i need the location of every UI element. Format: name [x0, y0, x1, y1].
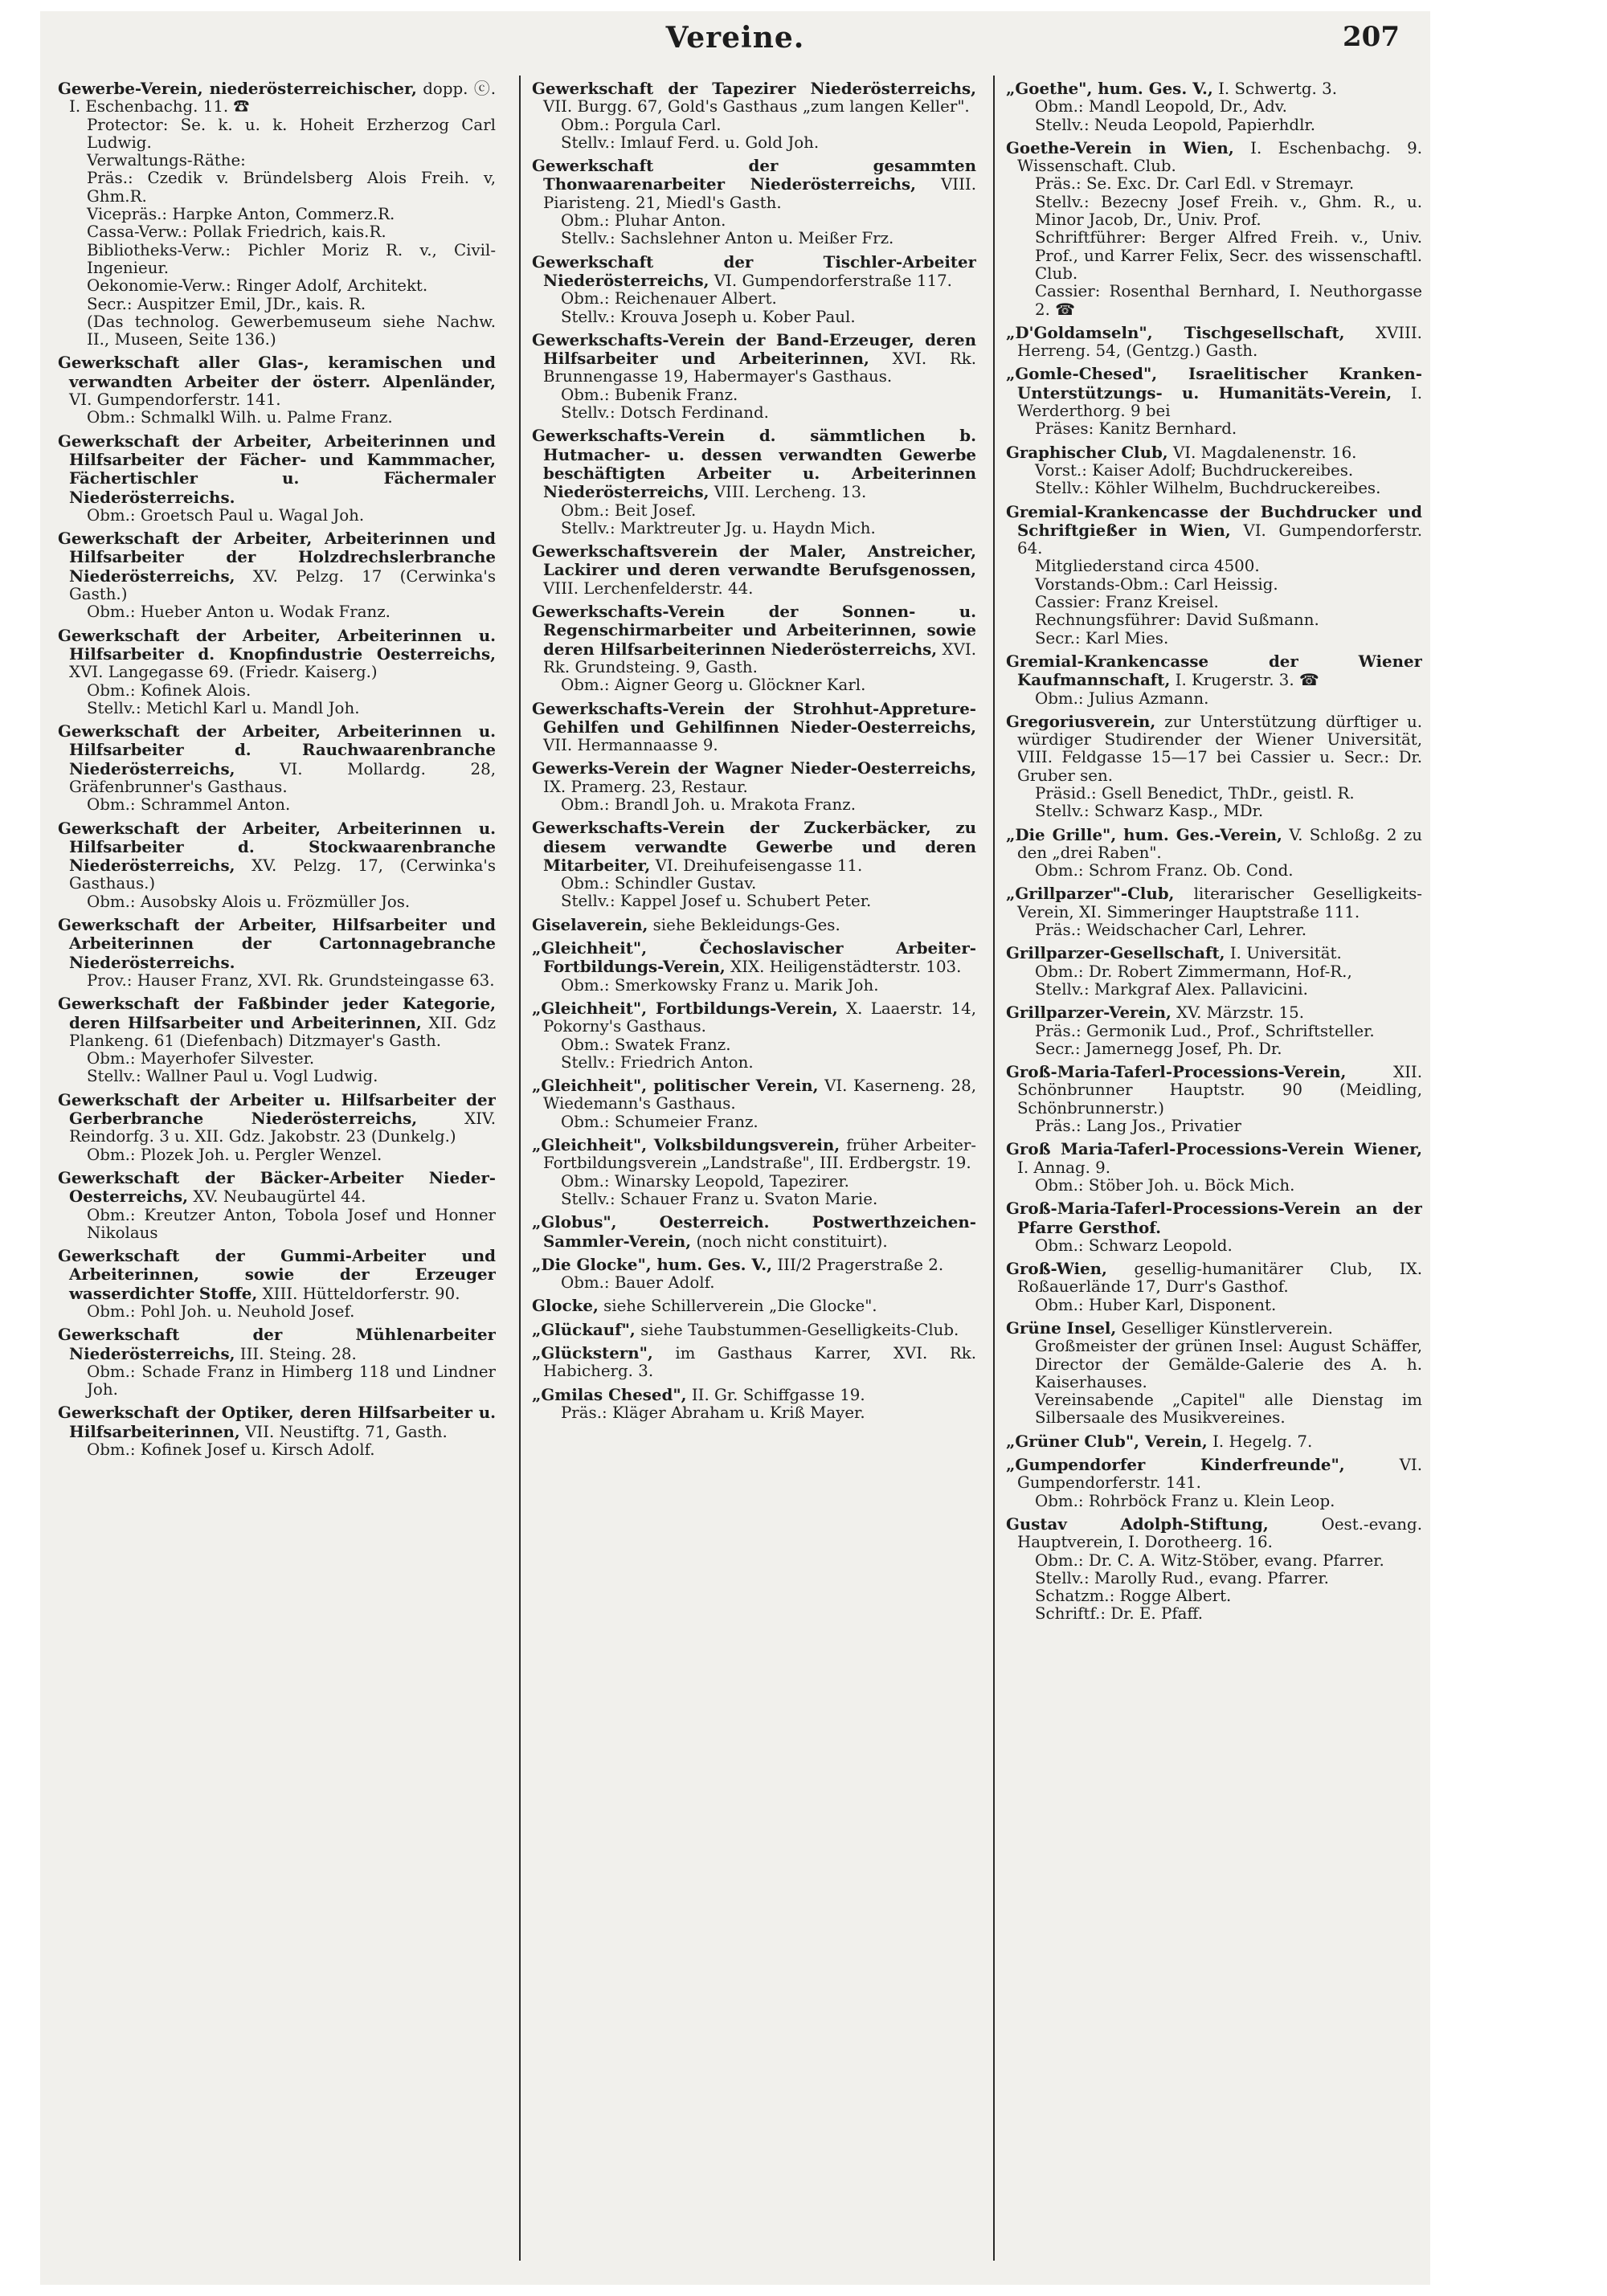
entry-address: VII. Neustiftg. 71, Gasth. — [245, 1422, 448, 1441]
entry-heading: Gewerkschaft der Arbeiter, Arbeiterinnen und Hilfsarbeiter der Holzdrechslerbranche Niederösterreichs, — [58, 529, 496, 586]
directory-entry — [1006, 1063, 1422, 1135]
entry-address: III/2 Pragerstraße 2. — [777, 1255, 944, 1274]
entry-officer-line: Obm.: Schmalkl Wilh. u. Palme Franz. — [87, 408, 393, 427]
entry-heading: „Die Grille", hum. Ges.-Verein, — [1006, 824, 1282, 844]
entry-heading: Gewerkschaft der Arbeiter, Arbeiterinnen u. Hilfsarbeiter d. Knopfindustrie Oesterreichs, — [58, 625, 496, 664]
entry-address: I. Schwertg. 3. — [1218, 80, 1337, 98]
directory-entry — [1006, 365, 1422, 438]
entry-officer-line: Stellv.: Krouva Joseph u. Kober Paul. — [561, 307, 856, 326]
directory-entry — [1006, 324, 1422, 361]
entry-officer-line: Obm.: Rohrböck Franz u. Klein Leop. — [1035, 1491, 1335, 1510]
entry-officer-line: Obm.: Schrom Franz. Ob. Cond. — [1035, 861, 1294, 880]
entry-address: siehe Schillerverein „Die Glocke". — [603, 1297, 877, 1316]
entry-heading: „Grüner Club", Verein, — [1006, 1431, 1208, 1451]
entry-officer-line: Stellv.: Schwarz Kasp., MDr. — [1035, 802, 1264, 821]
entry-address: VIII. Lercheng. 13. — [714, 483, 867, 502]
directory-entry — [58, 1403, 496, 1459]
entry-officer-line: Rechnungsführer: David Sußmann. — [1035, 611, 1319, 630]
entry-officer-line: Oekonomie-Verw.: Ringer Adolf, Architekt. — [87, 276, 428, 296]
entry-officer-line: Obm.: Schindler Gustav. — [561, 874, 757, 893]
entry-address: IX. Pramerg. 23, Restaur. — [543, 777, 748, 796]
entry-address: VIII. Piaristeng. 21, Miedl's Gasth. — [543, 175, 976, 212]
entry-officer-line: Cassier: Rosenthal Bernhard, I. Neuthorgasse 2. ☎ — [1035, 282, 1422, 319]
entry-address: I. Universität. — [1229, 944, 1342, 963]
entry-heading: Grüne Insel, — [1006, 1318, 1117, 1338]
entry-officer-line: Stellv.: Metichl Karl u. Mandl Joh. — [87, 698, 360, 717]
entry-address: XV. Märzstr. 15. — [1176, 1003, 1304, 1023]
entry-officer-line: Obm.: Schumeier Franz. — [561, 1112, 759, 1131]
entry-heading: Gewerkschaft der gesammten Thonwaarenarbeiter Niederösterreichs, — [532, 156, 976, 194]
entry-officer-line: Obm.: Pluhar Anton. — [561, 211, 726, 231]
entry-officer-line: Obm.: Reichenauer Albert. — [561, 289, 777, 308]
entry-officer-line: Stellv.: Bezecny Josef Freih. v., Ghm. R., u. Minor Jacob, Dr., Univ. Prof. — [1035, 192, 1422, 230]
entry-officer-line: Secr.: Auspitzer Emil, JDr., kais. R. — [87, 294, 366, 313]
directory-entry — [1006, 884, 1422, 939]
entry-address: XII. Schönbrunner Hauptstr. 90 (Meidling, Schönbrunnerstr.) — [1017, 1063, 1422, 1117]
entry-address: XVI. Rk. Brunnengasse 19, Habermayer's Gasthaus. — [543, 349, 976, 386]
directory-entry — [532, 253, 976, 326]
entry-officer-line: Stellv.: Schauer Franz u. Svaton Marie. — [561, 1189, 878, 1208]
directory-entry — [1006, 652, 1422, 708]
entry-officer-line: Präs.: Lang Jos., Privatier — [1035, 1117, 1241, 1136]
entry-officer-line: Obm.: Kofinek Josef u. Kirsch Adolf. — [87, 1440, 375, 1460]
entry-address: VI. Mollardg. 28, Gräfenbrunner's Gasthaus. — [69, 759, 496, 796]
entry-officer-line: Secr.: Karl Mies. — [1035, 628, 1169, 648]
entry-address: VII. Hermannaasse 9. — [543, 736, 718, 755]
entry-officer-line: Mitgliederstand circa 4500. — [1035, 557, 1260, 576]
entry-heading: „Globus", Oesterreich. Postwerthzeichen-Sammler-Verein, — [532, 1212, 976, 1251]
entry-address: VI. Gumpendorferstr. 141. — [1017, 1456, 1422, 1493]
entry-officer-line: Vicepräs.: Harpke Anton, Commerz.R. — [87, 205, 395, 224]
entry-address: XIV. Reindorfg. 3 u. XII. Gdz. Jakobstr. 23 (Dunkelg.) — [69, 1109, 496, 1146]
directory-entry — [58, 432, 496, 525]
directory-entry — [532, 1256, 976, 1293]
entry-heading: „Gleichheit", politischer Verein, — [532, 1076, 819, 1096]
entry-address: zur Unterstützung dürftiger u. würdiger Studirender der Wiener Universität, VIII. Feldgasse 15—17 bei Cassier u. Secr.: Dr. Gruber sen. — [1017, 712, 1422, 785]
directory-entry — [1006, 1432, 1422, 1451]
entry-address: I. Hegelg. 7. — [1212, 1432, 1313, 1451]
entry-heading: Gremial-Krankencasse der Buchdrucker und Schriftgießer in Wien, — [1006, 501, 1422, 540]
entry-heading: „Gmilas Chesed", — [532, 1384, 687, 1404]
entry-heading: „Goethe", hum. Ges. V., — [1006, 80, 1213, 98]
entry-officer-line: Obm.: Pohl Joh. u. Neuhold Josef. — [87, 1302, 355, 1321]
entry-officer-line: Stellv.: Marolly Rud., evang. Pfarrer. — [1035, 1568, 1329, 1587]
page-header — [40, 21, 1430, 61]
directory-entry — [58, 353, 496, 427]
column-left — [58, 80, 496, 2265]
entry-officer-line: Schriftf.: Dr. E. Pfaff. — [1035, 1604, 1204, 1624]
directory-entry — [1006, 1515, 1422, 1624]
entry-address: VI. Dreihufeisengasse 11. — [655, 856, 863, 875]
entry-officer-line: Stellv.: Imlauf Ferd. u. Gold Joh. — [561, 133, 820, 152]
entry-heading: Gewerkschaft der Arbeiter u. Hilfsarbeiter der Gerberbranche Niederösterreichs, — [58, 1089, 496, 1129]
entry-address: XV. Pelzg. 17, (Cerwinka's Gasthaus.) — [69, 856, 496, 893]
entry-officer-line: Schriftführer: Berger Alfred Freih. v., Univ. Prof., und Karrer Felix, Secr. des wissenschaftl. Club. — [1035, 228, 1422, 283]
entry-heading: Grillparzer-Verein, — [1006, 1003, 1172, 1023]
column-divider — [993, 76, 995, 2261]
entry-officer-line: Cassier: Franz Kreisel. — [1035, 593, 1219, 612]
directory-entry — [532, 1077, 976, 1131]
entry-officer-line: Secr.: Jamernegg Josef, Ph. Dr. — [1035, 1039, 1282, 1058]
entry-address: XII. Gdz Plankeng. 61 (Diefenbach) Ditzmayer's Gasth. — [69, 1013, 496, 1050]
entry-heading: Gewerkschaft der Tapezirer Niederösterreichs, — [532, 80, 976, 98]
entry-address: I. Werderthorg. 9 bei — [1017, 383, 1422, 421]
entry-heading: Gewerkschaft der Mühlenarbeiter Niederösterreichs, — [58, 1325, 496, 1363]
directory-entry — [532, 542, 976, 598]
column-right — [1006, 80, 1422, 2265]
entry-officer-line: Stellv.: Neuda Leopold, Papierhdlr. — [1035, 115, 1315, 134]
directory-entry — [532, 999, 976, 1072]
entry-heading: Glocke, — [532, 1296, 599, 1316]
entry-heading: Gewerkschaft der Arbeiter, Arbeiterinnen u. Hilfsarbeiter d. Rauchwaarenbranche Niederösterreichs, — [58, 721, 496, 778]
directory-entry — [532, 80, 976, 152]
entry-officer-line: Stellv.: Marktreuter Jg. u. Haydn Mich. — [561, 518, 876, 537]
entry-heading: „Gleichheit", Fortbildungs-Verein, — [532, 998, 838, 1018]
directory-entry — [532, 759, 976, 814]
entry-address: Oest.-evang. Hauptverein, I. Dorotheerg. 16. — [1017, 1514, 1422, 1552]
entry-officer-line: Obm.: Mayerhofer Silvester. — [87, 1049, 315, 1068]
entry-heading: Gewerkschaft der Tischler-Arbeiter Niederösterreichs, — [532, 251, 976, 290]
entry-officer-line: Obm.: Ausobsky Alois u. Frözmüller Jos. — [87, 892, 411, 911]
directory-entry — [1006, 1456, 1422, 1510]
entry-address: VI. Magdalenenstr. 16. — [1172, 443, 1357, 462]
entry-heading: „Glückauf", — [532, 1319, 636, 1339]
directory-entry — [532, 819, 976, 910]
directory-entry — [1006, 1199, 1422, 1255]
entry-heading: „Grillparzer"-Club, — [1006, 884, 1175, 904]
entry-heading: Gewerkschaft der Optiker, deren Hilfsarbeiter u. Hilfsarbeiterinnen, — [58, 1403, 496, 1441]
entry-address: XIX. Heiligenstädterstr. 103. — [730, 958, 962, 977]
directory-entry — [532, 916, 976, 934]
entry-officer-line: Obm.: Swatek Franz. — [561, 1035, 731, 1054]
directory-entry — [58, 1091, 496, 1164]
entry-heading: Gewerkschafts-Verein der Strohhut-Appreture-Gehilfen und Gehilfinnen Nieder-Oesterreichs, — [532, 698, 976, 737]
directory-entry — [532, 157, 976, 247]
entry-address: im Gasthaus Karrer, XVI. Rk. Habicherg. 3. — [543, 1344, 976, 1381]
entry-officer-line: Bibliotheks-Verw.: Pichler Moriz R. v., Civil-Ingenieur. — [87, 240, 496, 277]
entry-officer-line: Verwaltungs-Räthe: — [87, 151, 246, 170]
entry-officer-line: Obm.: Porgula Carl. — [561, 115, 722, 134]
page-number: 207 — [1343, 21, 1400, 53]
entry-heading: Gewerkschaft der Arbeiter, Arbeiterinnen und Hilfsarbeiter der Fächer- und Kammmacher, Fächertischler u. Fächermaler Niederösterreichs. — [58, 431, 496, 507]
entry-heading: Gewerkschaft der Bäcker-Arbeiter Nieder-Oesterreichs, — [58, 1167, 496, 1207]
directory-entry — [58, 1247, 496, 1321]
entry-address: VI. Kaserneng. 28, Wiedemann's Gasthaus. — [543, 1077, 976, 1113]
entry-heading: Gewerkschaft der Gummi-Arbeiter und Arbeiterinnen, sowie der Erzeuger wasserdichter Stoffe, — [58, 1246, 496, 1303]
directory-entry — [58, 1169, 496, 1242]
entry-heading: Groß-Maria-Taferl-Processions-Verein, — [1006, 1062, 1347, 1082]
directory-entry — [532, 1297, 976, 1315]
entry-address: literarischer Geselligkeits-Verein, XI. Simmeringer Hauptstraße 111. — [1017, 884, 1422, 921]
entry-address: Geselliger Künstlerverein. — [1121, 1319, 1333, 1338]
entry-heading: Groß-Wien, — [1006, 1259, 1107, 1279]
entry-heading: Gewerkschafts-Verein der Band-Erzeuger, deren Hilfsarbeiter und Arbeiterinnen, — [532, 329, 976, 369]
entry-heading: Gewerkschafts-Verein der Zuckerbäcker, zu diesem verwandte Gewerbe und deren Mitarbeiter, — [532, 818, 976, 875]
directory-entry — [1006, 1260, 1422, 1314]
entry-heading: „Die Glocke", hum. Ges. V., — [532, 1254, 773, 1274]
directory-entry — [532, 1386, 976, 1423]
directory-entry — [1006, 1003, 1422, 1058]
entry-officer-line: Vorstands-Obm.: Carl Heissig. — [1035, 574, 1278, 594]
entry-officer-line: Stellv.: Kappel Josef u. Schubert Peter. — [561, 892, 872, 911]
entry-address: XVIII. Herreng. 54, (Gentzg.) Gasth. — [1017, 323, 1422, 361]
entry-heading: „Gleichheit", Čechoslavischer Arbeiter-Fortbildungs-Verein, — [532, 938, 976, 977]
entry-heading: Gregoriusverein, — [1006, 711, 1156, 731]
entry-officer-line: Obm.: Huber Karl, Disponent. — [1035, 1295, 1277, 1314]
entry-heading: „D'Goldamseln", Tischgesellschaft, — [1006, 322, 1345, 342]
directory-entry — [58, 80, 496, 349]
entry-officer-line: Obm.: Brandl Joh. u. Mrakota Franz. — [561, 795, 857, 814]
entry-address: früher Arbeiter-Fortbildungsverein „Landstraße", III. Erdbergstr. 19. — [543, 1136, 976, 1173]
directory-entry — [532, 1344, 976, 1381]
directory-entry — [1006, 826, 1422, 880]
entry-officer-line: Obm.: Smerkowsky Franz u. Marik Joh. — [561, 975, 879, 995]
directory-entry — [1006, 944, 1422, 999]
directory-entry — [58, 995, 496, 1085]
entry-officer-line: Präses: Kanitz Bernhard. — [1035, 419, 1237, 439]
entry-heading: Gustav Adolph-Stiftung, — [1006, 1514, 1269, 1534]
entry-address: XVI. Langegasse 69. (Friedr. Kaiserg.) — [69, 663, 378, 682]
entry-officer-line: Präs.: Kläger Abraham u. Kriß Mayer. — [561, 1403, 865, 1422]
entry-officer-line: Stellv.: Markgraf Alex. Pallavicini. — [1035, 979, 1308, 999]
entry-address: gesellig-humanitärer Club, IX. Roßauerlände 17, Durr's Gasthof. — [1017, 1260, 1422, 1297]
entry-heading: Gewerkschaft der Arbeiter, Hilfsarbeiter und Arbeiterinnen der Cartonnagebranche Niederösterreichs. — [58, 915, 496, 972]
entry-heading: Gewerkschaftsverein der Maler, Anstreicher, Lackirer und deren verwandte Berufsgenossen, — [532, 541, 976, 580]
directory-entry — [532, 1321, 976, 1339]
directory-entry — [1006, 80, 1422, 134]
entry-heading: Groß-Maria-Taferl-Processions-Verein an der Pfarre Gersthof. — [1006, 1199, 1422, 1237]
entry-officer-line: Stellv.: Wallner Paul u. Vogl Ludwig. — [87, 1067, 378, 1086]
entry-heading: Goethe-Verein in Wien, — [1006, 137, 1234, 157]
directory-entry — [532, 331, 976, 422]
directory-entry — [1006, 713, 1422, 821]
entry-heading: Grillparzer-Gesellschaft, — [1006, 943, 1225, 963]
entry-officer-line: Präs.: Se. Exc. Dr. Carl Edl. v Stremayr. — [1035, 174, 1355, 194]
entry-officer-line: Obm.: Julius Azmann. — [1035, 688, 1209, 708]
entry-heading: Gremial-Krankencasse der Wiener Kaufmannschaft, — [1006, 651, 1422, 690]
entry-address: I. Eschenbachg. 9. Wissenschaft. Club. — [1017, 138, 1422, 176]
directory-entry — [1006, 443, 1422, 498]
directory-entry — [58, 819, 496, 911]
entry-officer-line: Protector: Se. k. u. k. Hoheit Erzherzog Carl Ludwig. — [87, 115, 496, 152]
entry-officer-line: Stellv.: Dotsch Ferdinand. — [561, 403, 769, 423]
entry-heading: „Glückstern", — [532, 1343, 653, 1362]
entry-address: XV. Pelzg. 17 (Cerwinka's Gasth.) — [69, 566, 496, 604]
entry-officer-line: Vorst.: Kaiser Adolf; Buchdruckereibes. — [1035, 460, 1354, 480]
entry-officer-line: Obm.: Kreutzer Anton, Tobola Josef und Honner Nikolaus — [87, 1205, 496, 1242]
directory-entry — [532, 700, 976, 755]
directory-entry — [1006, 1319, 1422, 1428]
entry-address: VI. Gumpendorferstr. 64. — [1017, 521, 1422, 558]
entry-heading: Graphischer Club, — [1006, 442, 1168, 462]
entry-officer-line: Schatzm.: Rogge Albert. — [1035, 1587, 1232, 1606]
entry-officer-line: Obm.: Dr. C. A. Witz-Stöber, evang. Pfarrer. — [1035, 1550, 1384, 1570]
entry-address: dopp. ⓒ. I. Eschenbachg. 11. ☎ — [69, 80, 496, 116]
entry-address: VIII. Lerchenfelderstr. 44. — [543, 578, 754, 598]
entry-officer-line: Stellv.: Köhler Wilhelm, Buchdruckereibes. — [1035, 479, 1381, 498]
entry-address: VI. Gumpendorferstraße 117. — [714, 271, 952, 290]
entry-heading: Groß Maria-Taferl-Processions-Verein Wiener, — [1006, 1139, 1422, 1159]
entry-officer-line: Obm.: Winarsky Leopold, Tapezirer. — [561, 1171, 849, 1191]
entry-officer-line: Obm.: Aigner Georg u. Glöckner Karl. — [561, 676, 866, 695]
entry-officer-line: Obm.: Bubenik Franz. — [561, 385, 738, 404]
entry-officer-line: Obm.: Schrammel Anton. — [87, 795, 291, 815]
page-sheet — [40, 11, 1430, 2285]
entry-officer-line: Obm.: Stöber Joh. u. Böck Mich. — [1035, 1175, 1295, 1195]
directory-entry — [1006, 503, 1422, 648]
entry-heading: Gewerbe-Verein, niederösterreichischer, — [58, 80, 417, 98]
directory-entry — [532, 603, 976, 694]
entry-address: II. Gr. Schiffgasse 19. — [691, 1385, 865, 1404]
column-divider — [519, 76, 521, 2261]
entry-heading: Gewerks-Verein der Wagner Nieder-Oesterreichs, — [532, 758, 976, 778]
entry-address: XV. Neubaugürtel 44. — [193, 1187, 366, 1207]
directory-entry — [532, 427, 976, 537]
entry-address: X. Laaerstr. 14, Pokorny's Gasthaus. — [543, 999, 976, 1036]
entry-heading: Gewerkschaft der Faßbinder jeder Kategorie, deren Hilfsarbeiter und Arbeiterinnen, — [58, 994, 496, 1032]
entry-address: (noch nicht constituirt). — [696, 1232, 888, 1251]
entry-address: I. Annag. 9. — [1017, 1158, 1111, 1177]
entry-address: I. Krugerstr. 3. ☎ — [1175, 671, 1319, 690]
entry-officer-line: Obm.: Groetsch Paul u. Wagal Joh. — [87, 505, 365, 525]
column-middle — [532, 80, 976, 2265]
entry-address: VII. Burgg. 67, Gold's Gasthaus „zum langen Keller". — [543, 97, 970, 116]
entry-officer-line: Obm.: Dr. Robert Zimmermann, Hof-R., — [1035, 962, 1352, 981]
entry-heading: Gewerkschaft der Arbeiter, Arbeiterinnen u. Hilfsarbeiter d. Stockwaarenbranche Niederösterreichs, — [58, 818, 496, 876]
directory-entry — [532, 1213, 976, 1251]
entry-officer-line: Stellv.: Sachslehner Anton u. Meißer Frz. — [561, 229, 894, 248]
entry-officer-line: Cassa-Verw.: Pollak Friedrich, kais.R. — [87, 223, 386, 242]
entry-officer-line: Obm.: Beit Josef. — [561, 500, 697, 520]
entry-heading: Gewerkschafts-Verein d. sämmtlichen b. Hutmacher- u. dessen verwandten Gewerbe beschäftigten Arbeiter u. Arbeiterinnen Niederösterreichs, — [532, 426, 976, 502]
directory-entry — [58, 627, 496, 717]
entry-officer-line: Prov.: Hauser Franz, XVI. Rk. Grundsteingasse 63. — [87, 970, 495, 990]
entry-heading: Gewerkschafts-Verein der Sonnen- u. Regenschirmarbeiter und Arbeiterinnen, sowie deren Hilfsarbeiterinnen Niederösterreichs, — [532, 602, 976, 659]
entry-heading: „Gleichheit", Volksbildungsverein, — [532, 1135, 840, 1155]
directory-entry — [532, 1136, 976, 1208]
directory-entry — [1006, 1140, 1422, 1195]
entry-officer-line: Vereinsabende „Capitel" alle Dienstag im Silbersaale des Musikvereines. — [1035, 1391, 1422, 1428]
entry-address: VI. Gumpendorferstr. 141. — [69, 390, 281, 410]
directory-entry — [532, 939, 976, 995]
directory-entry — [58, 1326, 496, 1399]
directory-entry — [58, 529, 496, 621]
entry-heading: „Gomle-Chesed", Israelitischer Kranken-Unterstützungs- u. Humanitäts-Verein, — [1006, 364, 1422, 402]
entry-officer-line: Obm.: Schade Franz in Himberg 118 und Lindner Joh. — [87, 1362, 496, 1399]
entry-address: XVI. Rk. Grundsteing. 9, Gasth. — [543, 639, 976, 676]
entry-address: siehe Bekleidungs-Ges. — [652, 915, 840, 934]
entry-officer-line: Stellv.: Friedrich Anton. — [561, 1052, 754, 1072]
directory-entry — [58, 722, 496, 814]
directory-entry — [1006, 139, 1422, 319]
entry-address: siehe Taubstummen-Geselligkeits-Club. — [640, 1320, 959, 1339]
entry-officer-line: Präsid.: Gsell Benedict, ThDr., geistl. R. — [1035, 783, 1355, 803]
entry-address: V. Schloßg. 2 zu den „drei Raben". — [1017, 825, 1422, 862]
entry-heading: Gewerkschaft aller Glas-, keramischen und verwandten Arbeiter der österr. Alpenländer, — [58, 353, 496, 391]
entry-officer-line: Obm.: Hueber Anton u. Wodak Franz. — [87, 603, 391, 622]
entry-officer-line: Obm.: Bauer Adolf. — [561, 1273, 715, 1293]
entry-officer-line: Präs.: Germonik Lud., Prof., Schriftsteller. — [1035, 1021, 1375, 1040]
entry-officer-line: Obm.: Schwarz Leopold. — [1035, 1236, 1233, 1255]
entry-officer-line: Obm.: Plozek Joh. u. Pergler Wenzel. — [87, 1145, 382, 1164]
entry-officer-line: Großmeister der grünen Insel: August Schäffer, Director der Gemälde-Galerie des A. h. Kaiserhauses. — [1035, 1337, 1422, 1391]
page-title: Vereine. — [665, 21, 805, 55]
entry-officer-line: Präs.: Czedik v. Bründelsberg Alois Freih. v, Ghm.R. — [87, 169, 496, 206]
entry-address: III. Steing. 28. — [239, 1344, 357, 1363]
entry-officer-line: Obm.: Kofinek Alois. — [87, 680, 251, 700]
entry-address: XIII. Hütteldorferstr. 90. — [262, 1284, 460, 1303]
entry-heading: Giselaverein, — [532, 914, 648, 934]
directory-entry — [58, 916, 496, 990]
entry-officer-line: Obm.: Mandl Leopold, Dr., Adv. — [1035, 97, 1287, 116]
entry-officer-line: (Das technolog. Gewerbemuseum siehe Nachw. II., Museen, Seite 136.) — [87, 312, 496, 349]
entry-officer-line: Präs.: Weidschacher Carl, Lehrer. — [1035, 921, 1306, 940]
entry-heading: „Gumpendorfer Kinderfreunde", — [1006, 1455, 1345, 1475]
